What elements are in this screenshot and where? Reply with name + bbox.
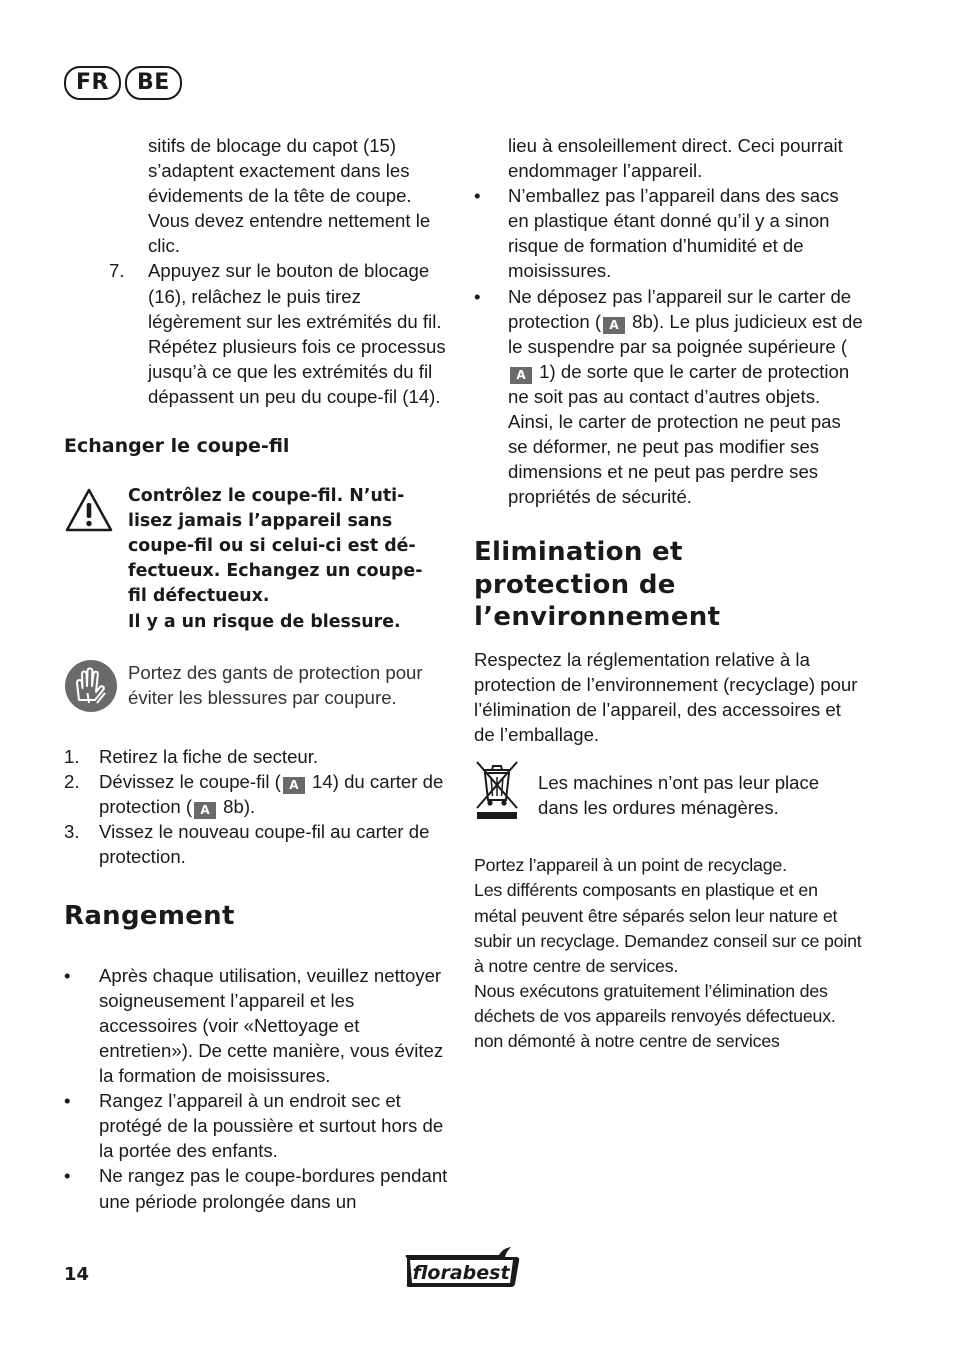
text-segment: 1) de sorte que le carter de protection ne soit pas au contact d’autres objets. Ainsi, le carter de protection ne peut pas se déformer, ne peut pas modifier ses dimensions et ne peut pas perdre ses propriétés de sécurité. [508,360,850,508]
page-number: 14 [64,1264,90,1285]
gloves-notice [64,660,448,719]
recycle-text [474,853,864,1054]
list-item-text [99,769,448,819]
warning-line: Contrôlez le coupe-fil. N’uti- [128,486,405,507]
gloves-text: Portez des gants de protection pour éviter les blessures par coupure. [128,661,423,708]
bin-text: Les machines n’ont pas leur place dans les ordures ménagères. [538,772,820,819]
bullet-dot: • [64,1090,71,1112]
warning-line: coupe-fil ou si celui-ci est dé- [128,536,416,557]
list-item-text: Vissez le nouveau coupe-fil au carter de protection. [99,820,430,868]
bullet-dot: • [474,185,481,207]
left-column [64,133,448,1214]
recycle-line: Les différents composants en plastique et en métal peuvent être séparés selon leur nature et subir un recyclage. Demandez conseil sur ce point à notre centre de services. [474,880,862,976]
text-segment: 8b). Le plus judicieux est de le suspendre par sa poignée supérieure ( [508,310,863,357]
warning-line: fil défectueux. [128,586,270,607]
warning-box [64,484,448,635]
bullet-text: Ne rangez pas le coupe-bordures pendant une période prolongée dans un [99,1165,448,1212]
list-item [64,744,448,769]
figure-ref-badge: A [283,777,305,794]
heading-line: protection de [474,569,676,600]
figure-ref-badge: A [510,367,532,384]
bullet-item [474,183,864,283]
warning-text [128,484,422,635]
crossed-bin-icon [474,760,538,828]
steps-list [64,744,448,869]
logo-text: florabest [412,1262,510,1284]
figure-ref-badge: A [194,802,216,819]
language-badge-be: BE [125,66,182,100]
recycle-line: Portez l’appareil à un point de recyclage. [474,855,787,876]
heading-line: l’environnement [474,602,721,633]
bullet-dot: • [474,285,481,307]
list-item-6-continuation: sitifs de blocage du capot (15) s’adaptent exactement dans les évidements de la tête de coupe. Vous devez entendre nettement le clic. [148,135,431,257]
text-segment: 8b). [218,795,256,817]
bullet-continuation: lieu à ensoleillement direct. Ceci pourrait endommager l’appareil. [508,135,843,182]
language-badge-fr: FR [64,66,121,100]
list-number: 7. [109,260,125,282]
list-number: 1. [64,745,80,767]
warning-line: fectueux. Echangez un coupe- [128,561,423,582]
list-number: 2. [64,770,80,792]
section-heading-rangement: Rangement [64,901,235,932]
bullet-item [64,963,448,1088]
rangement-bullets [64,963,448,1214]
weee-notice [474,760,864,828]
bullet-item [474,284,864,510]
heading-line: Elimination et [474,537,683,568]
text-segment: 14) du carter de protection ( [99,770,444,817]
bullet-item [64,1088,448,1163]
section-heading-echanger: Echanger le coupe-fil [64,435,290,458]
bullet-dot: • [64,964,71,986]
elimination-text: Respectez la réglementation relative à la protection de l’environnement (recyclage) pour l’élimination de l’appareil, des accessoires et de l’emballage. [474,648,858,746]
recycle-line: Nous exécutons gratuitement l’élimination des déchets de vos appareils renvoyés défectueux. [474,980,836,1026]
language-badges [64,66,182,100]
list-item [64,819,448,869]
list-item-text: Retirez la fiche de secteur. [99,745,319,767]
warning-line: lisez jamais l’appareil sans [128,511,393,532]
section-heading-elimination [474,536,864,634]
bullet-text: Après chaque utilisation, veuillez nettoyer soigneusement l’appareil et les accessoires (voir «Nettoyage et entretien»). De cette manière, vous évitez la formation de moisissures. [99,964,444,1087]
right-column [474,133,864,1054]
warning-line: Il y a un risque de blessure. [128,611,401,632]
list-item-text: Appuyez sur le bouton de blocage (16), relâchez le puis tirez légèrement sur les extrémités du fil. Répétez plusieurs fois ce processus jusqu’à ce que les extrémités du fil dépassent un peu du coupe-fil (14). [148,260,446,407]
bullet-text: N’emballez pas l’appareil dans des sacs en plastique étant donné qu’il y a sinon risque de formation d’humidité et de moisissures. [508,185,839,282]
florabest-logo [403,1244,521,1290]
bullet-text: Rangez l’appareil à un endroit sec et protégé de la poussière et surtout hors de la portée des enfants. [99,1090,444,1162]
gloves-icon [64,660,128,719]
text-segment: Ne déposez pas l’appareil sur le carter de protection ( [508,285,852,332]
list-item-7 [64,258,448,409]
list-number: 3. [64,820,80,842]
bullet-item [64,1163,448,1213]
bullet-text [508,284,864,510]
recycle-line: non démonté à notre centre de services [474,1031,780,1052]
text-segment: Dévissez le coupe-fil ( [99,770,281,792]
list-item [64,769,448,819]
figure-ref-badge: A [603,317,625,334]
warning-triangle-icon [64,484,128,635]
bullet-dot: • [64,1165,71,1187]
